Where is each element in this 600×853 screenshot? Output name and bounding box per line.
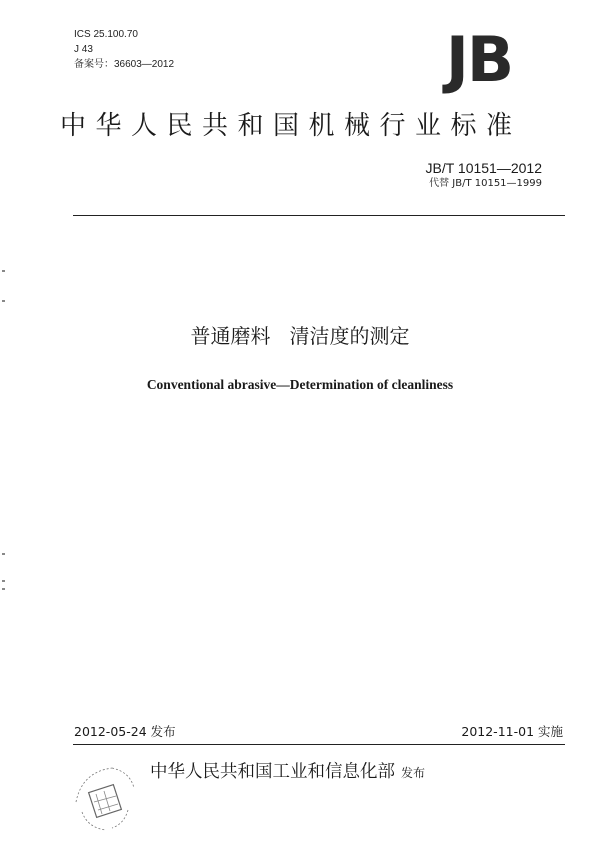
- header-divider: [73, 215, 565, 216]
- record-number: 备案号：36603—2012: [74, 59, 175, 70]
- jb-logo: JB: [445, 23, 513, 96]
- footer-divider: [73, 744, 565, 745]
- scan-mark: [2, 270, 5, 272]
- publisher-suffix: 发布: [401, 766, 426, 780]
- document-title-cn: 普通磨料 清洁度的测定: [190, 324, 410, 348]
- ics-code: ICS 25.100.70: [74, 29, 138, 40]
- ccs-code: J 43: [74, 44, 93, 55]
- scan-mark: [2, 553, 5, 555]
- standard-number: JB/T 10151—2012: [425, 160, 542, 176]
- document-title-en: Conventional abrasive—Determination of cleanliness: [146, 377, 454, 392]
- standard-category-title: 中华人民共和国机械行业标准: [60, 111, 522, 141]
- replaces-standard: 代替 JB/T 10151—1999: [429, 178, 542, 189]
- implementation-date: 2012-11-01 实施: [461, 724, 563, 739]
- scan-mark: [2, 588, 5, 590]
- scan-mark: [2, 580, 5, 582]
- issue-date: 2012-05-24 发布: [74, 724, 176, 739]
- seal-stamp-icon: [68, 762, 142, 836]
- scan-mark: [2, 300, 5, 302]
- publisher-name: 中华人民共和国工业和信息化部: [150, 762, 395, 782]
- publisher: [150, 760, 425, 785]
